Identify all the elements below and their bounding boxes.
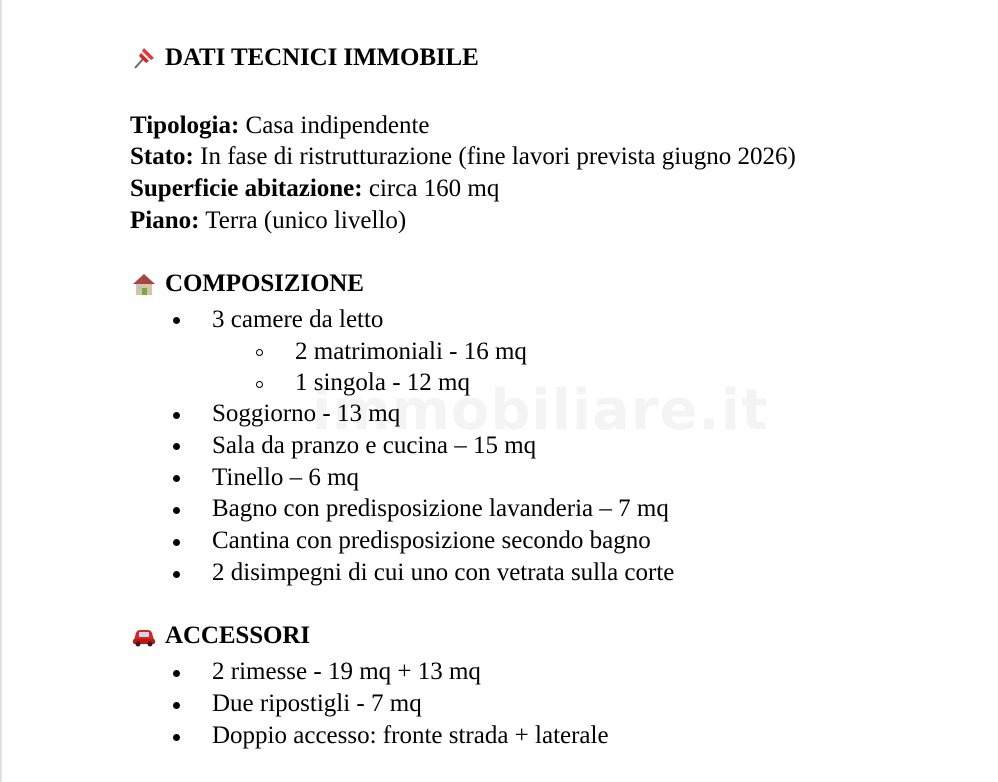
bullet	[173, 734, 180, 741]
car-icon	[130, 622, 158, 650]
list-item: Tinello – 6 mq	[212, 464, 360, 491]
sub-bullet	[256, 349, 263, 356]
field-superficie	[130, 173, 499, 205]
section-title: ACCESSORI	[165, 622, 310, 649]
heading-composizione	[130, 268, 364, 300]
sub-bullet	[256, 381, 263, 388]
field-piano	[130, 205, 406, 237]
heading-dati-tecnici	[130, 42, 479, 74]
list-item: Cantina con predisposizione secondo bagno	[212, 527, 651, 554]
field-tipologia	[130, 110, 430, 142]
bullet	[173, 670, 180, 677]
bullet	[173, 475, 180, 482]
bullet	[173, 412, 180, 419]
bullet	[173, 317, 180, 324]
field-value: circa 160 mq	[362, 175, 500, 202]
field-value: Casa indipendente	[239, 112, 430, 139]
field-value: Terra (unico livello)	[199, 207, 407, 234]
list-item: 2 disimpegni di cui uno con vetrata sulla corte	[212, 559, 675, 586]
field-value: In fase di ristrutturazione (fine lavori prevista giugno 2026)	[193, 143, 796, 170]
list-item: Sala da pranzo e cucina – 15 mq	[212, 432, 537, 459]
field-label: Superficie abitazione:	[130, 175, 363, 202]
list-item: 3 camere da letto	[212, 306, 384, 333]
heading-accessori	[130, 620, 310, 652]
bullet	[173, 539, 180, 546]
bullet	[173, 571, 180, 578]
bullet	[173, 702, 180, 709]
field-label: Piano:	[130, 207, 200, 234]
bullet	[173, 443, 180, 450]
list-item: Bagno con predisposizione lavanderia – 7 mq	[212, 495, 669, 522]
page-edge	[0, 0, 2, 782]
house-icon	[130, 270, 158, 298]
list-item: Due ripostigli - 7 mq	[212, 690, 422, 717]
section-title: COMPOSIZIONE	[165, 270, 364, 297]
list-subitem: 1 singola - 12 mq	[295, 369, 470, 396]
field-label: Stato:	[130, 143, 194, 170]
list-subitem: 2 matrimoniali - 16 mq	[295, 338, 527, 365]
section-title: DATI TECNICI IMMOBILE	[165, 44, 479, 71]
list-item: Soggiorno - 13 mq	[212, 400, 401, 427]
pushpin-icon	[130, 44, 158, 72]
field-stato	[130, 141, 796, 173]
list-item: Doppio accesso: fronte strada + laterale	[212, 722, 609, 749]
field-label: Tipologia:	[130, 112, 240, 139]
bullet	[173, 507, 180, 514]
list-item: 2 rimesse - 19 mq + 13 mq	[212, 658, 481, 685]
